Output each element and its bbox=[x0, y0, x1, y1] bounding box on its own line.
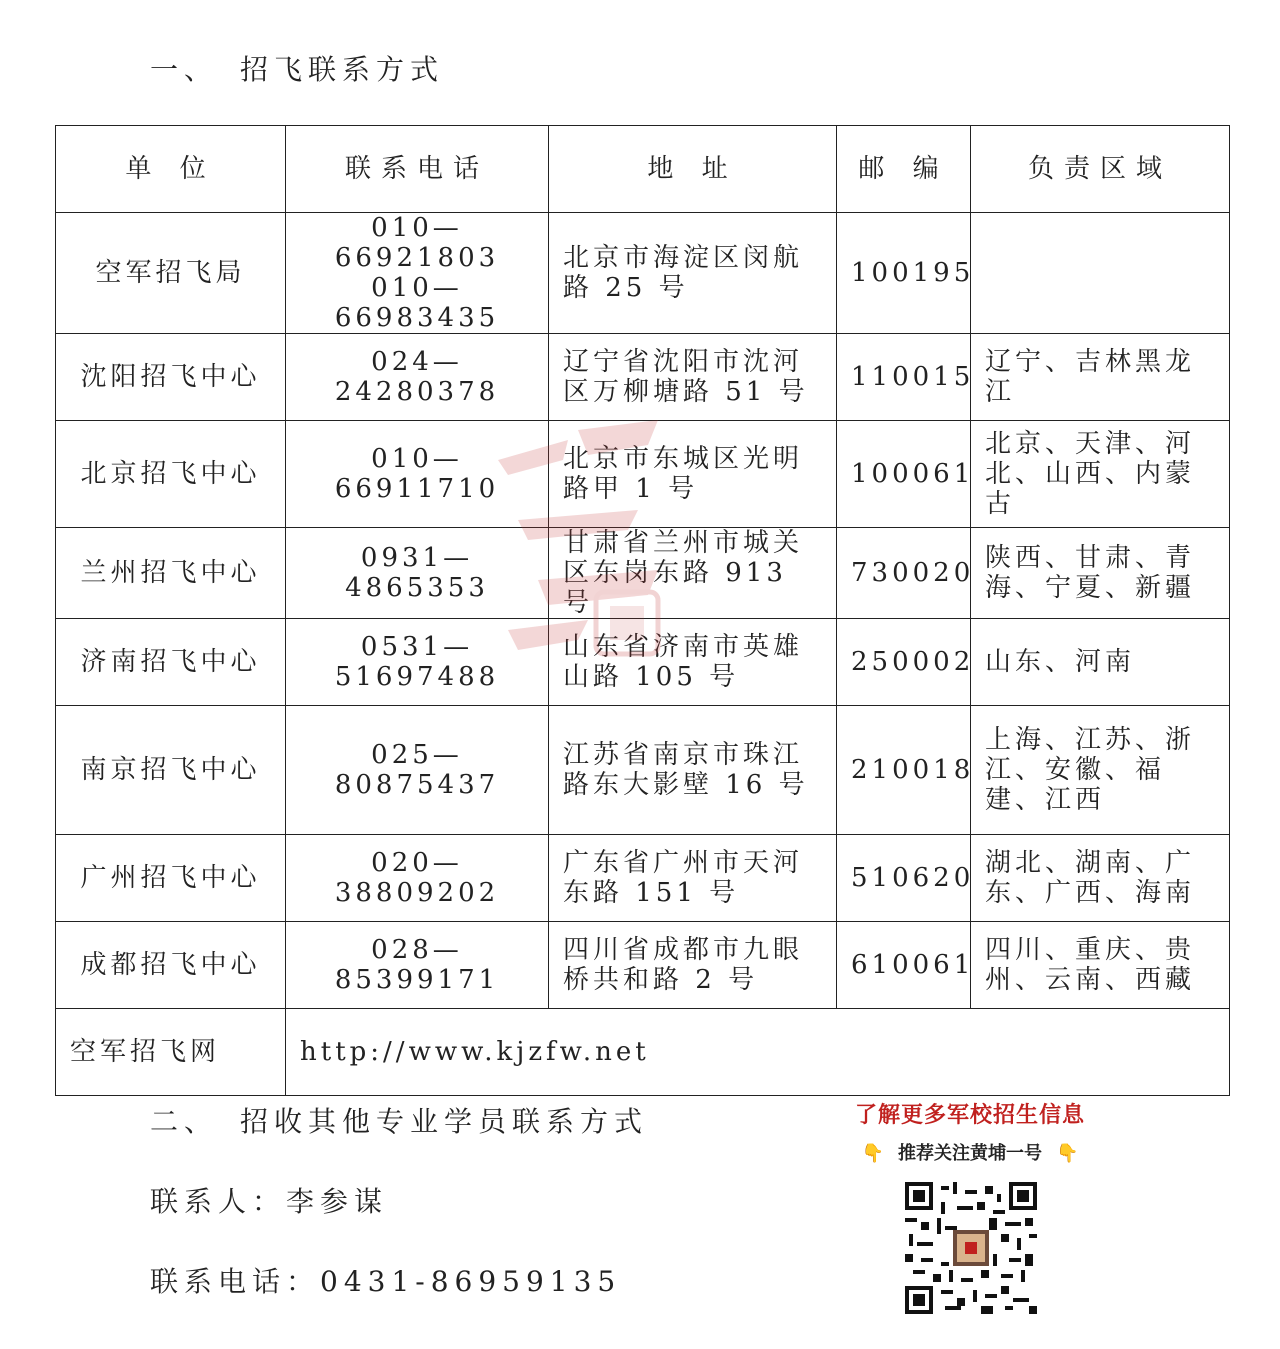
promo-headline: 了解更多军校招生信息 bbox=[854, 1103, 1085, 1128]
cell-unit: 成都招飞中心 bbox=[56, 922, 286, 1009]
table-row bbox=[56, 421, 1230, 528]
section1-number: 一、 bbox=[150, 53, 219, 86]
cell-phone: 020—38809202 bbox=[286, 835, 549, 922]
pointing-down-icon: 👇 bbox=[861, 1143, 884, 1164]
table-header-row bbox=[56, 126, 1230, 213]
cell-area: 湖北、湖南、广东、广西、海南 bbox=[971, 835, 1230, 922]
cell-zip: 250002 bbox=[837, 619, 971, 706]
cell-address: 甘肃省兰州市城关区东岗东路 913 号 bbox=[549, 528, 837, 619]
cell-unit: 济南招飞中心 bbox=[56, 619, 286, 706]
cell-zip: 100061 bbox=[837, 421, 971, 528]
cell-phone: 025—80875437 bbox=[286, 706, 549, 835]
table-row bbox=[56, 528, 1230, 619]
pointing-down-icon: 👇 bbox=[1056, 1143, 1079, 1164]
qr-code-icon[interactable] bbox=[905, 1182, 1037, 1314]
cell-phone: 028—85399171 bbox=[286, 922, 549, 1009]
header-unit: 单 位 bbox=[56, 126, 286, 213]
section2-number: 二、 bbox=[150, 1105, 219, 1138]
cell-phone: 010—66911710 bbox=[286, 421, 549, 528]
cell-area: 陕西、甘肃、青海、宁夏、新疆 bbox=[971, 528, 1230, 619]
cell-address: 江苏省南京市珠江路东大影壁 16 号 bbox=[549, 706, 837, 835]
cell-address: 山东省济南市英雄山路 105 号 bbox=[549, 619, 837, 706]
cell-unit: 沈阳招飞中心 bbox=[56, 334, 286, 421]
cell-area: 北京、天津、河北、山西、内蒙古 bbox=[971, 421, 1230, 528]
table-row bbox=[56, 835, 1230, 922]
cell-phone: 0531—51697488 bbox=[286, 619, 549, 706]
phone-line: 010—66983435 bbox=[334, 273, 500, 333]
cell-address: 四川省成都市九眼桥共和路 2 号 bbox=[549, 922, 837, 1009]
section1-title: 招飞联系方式 bbox=[240, 53, 445, 86]
cell-area: 上海、江苏、浙江、安徽、福建、江西 bbox=[971, 706, 1230, 835]
cell-unit: 空军招飞局 bbox=[56, 213, 286, 334]
cell-zip: 110015 bbox=[837, 334, 971, 421]
website-label: 空军招飞网 bbox=[56, 1009, 286, 1096]
website-url[interactable]: http://www.kjzfw.net bbox=[286, 1009, 1230, 1096]
contact-person: 联系人：李参谋 bbox=[150, 1185, 389, 1218]
cell-area: 辽宁、吉林黑龙江 bbox=[971, 334, 1230, 421]
section1-heading bbox=[150, 48, 444, 88]
cell-address: 广东省广州市天河东路 151 号 bbox=[549, 835, 837, 922]
header-phone: 联系电话 bbox=[286, 126, 549, 213]
promo-subline bbox=[830, 1139, 1110, 1165]
cell-zip: 210018 bbox=[837, 706, 971, 835]
section2-heading bbox=[150, 1100, 648, 1140]
table-row bbox=[56, 706, 1230, 835]
cell-unit: 广州招飞中心 bbox=[56, 835, 286, 922]
cell-zip: 510620 bbox=[837, 835, 971, 922]
phone-line: 010—66921803 bbox=[334, 213, 500, 273]
table-row bbox=[56, 334, 1230, 421]
cell-area: 山东、河南 bbox=[971, 619, 1230, 706]
table-row bbox=[56, 922, 1230, 1009]
cell-phone bbox=[286, 213, 549, 334]
cell-zip: 100195 bbox=[837, 213, 971, 334]
header-address: 地 址 bbox=[549, 126, 837, 213]
cell-address: 北京市海淀区闵航路 25 号 bbox=[549, 213, 837, 334]
cell-zip: 610061 bbox=[837, 922, 971, 1009]
website-row bbox=[56, 1009, 1230, 1096]
table-row bbox=[56, 619, 1230, 706]
promo-box bbox=[830, 1098, 1110, 1165]
cell-unit: 北京招飞中心 bbox=[56, 421, 286, 528]
table-row bbox=[56, 213, 1230, 334]
contact-phone: 联系电话：0431-86959135 bbox=[150, 1265, 622, 1298]
cell-unit: 南京招飞中心 bbox=[56, 706, 286, 835]
contact-table bbox=[55, 125, 1230, 1096]
header-zip: 邮 编 bbox=[837, 126, 971, 213]
cell-address: 北京市东城区光明路甲 1 号 bbox=[549, 421, 837, 528]
cell-phone: 024—24280378 bbox=[286, 334, 549, 421]
cell-unit: 兰州招飞中心 bbox=[56, 528, 286, 619]
promo-subline-text: 推荐关注黄埔一号 bbox=[898, 1143, 1042, 1164]
cell-address: 辽宁省沈阳市沈河区万柳塘路 51 号 bbox=[549, 334, 837, 421]
section2-title: 招收其他专业学员联系方式 bbox=[240, 1105, 649, 1138]
cell-phone: 0931—4865353 bbox=[286, 528, 549, 619]
cell-area bbox=[971, 213, 1230, 334]
header-area: 负责区域 bbox=[971, 126, 1230, 213]
cell-area: 四川、重庆、贵州、云南、西藏 bbox=[971, 922, 1230, 1009]
cell-zip: 730020 bbox=[837, 528, 971, 619]
